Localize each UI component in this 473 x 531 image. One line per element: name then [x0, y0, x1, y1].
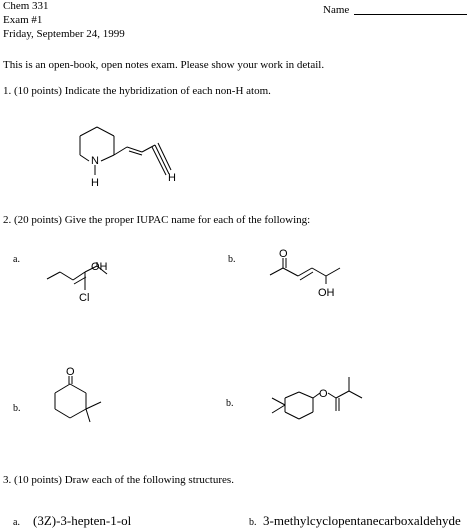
exam-instructions: This is an open-book, open notes exam. Please show your work in detail.	[3, 59, 325, 71]
q2b-carbonyl-oxygen-label: O	[279, 248, 288, 260]
q2-part-d-label: b.	[226, 398, 234, 409]
q1-nh-hydrogen-label: H	[91, 177, 99, 189]
q1-alkyne-hydrogen-label: H	[168, 172, 176, 184]
question-2-text: 2. (20 points) Give the proper IUPAC name for each of the following:	[3, 214, 311, 226]
q2d-ester-oxygen-label: O	[319, 388, 328, 400]
exam-date: Friday, September 24, 1999	[3, 28, 125, 40]
q2-part-a-label: a.	[13, 254, 20, 265]
q3-part-a-name: (3Z)-3-hepten-1-ol	[33, 513, 132, 528]
q3-part-b-name: 3-methylcyclopentanecarboxaldehyde	[263, 513, 461, 528]
q3-part-b-label: b.	[249, 517, 257, 528]
q2c-carbonyl-oxygen-label: O	[66, 366, 75, 378]
q3-part-a-label: a.	[13, 517, 20, 528]
q1-nitrogen-label: N	[91, 155, 99, 167]
exam-number: Exam #1	[3, 14, 43, 26]
q2a-hydroxyl-label: OH	[91, 261, 108, 273]
name-label: Name	[323, 4, 350, 16]
q2b-hydroxyl-label: OH	[318, 287, 335, 299]
question-1-text: 1. (10 points) Indicate the hybridization of each non-H atom.	[3, 85, 271, 97]
course-title: Chem 331	[3, 0, 49, 12]
question-3-text: 3. (10 points) Draw each of the following structures.	[3, 474, 234, 486]
q2-part-c-label: b.	[13, 403, 21, 414]
q2-part-b-label: b.	[228, 254, 236, 265]
q2a-chlorine-label: Cl	[79, 292, 90, 304]
